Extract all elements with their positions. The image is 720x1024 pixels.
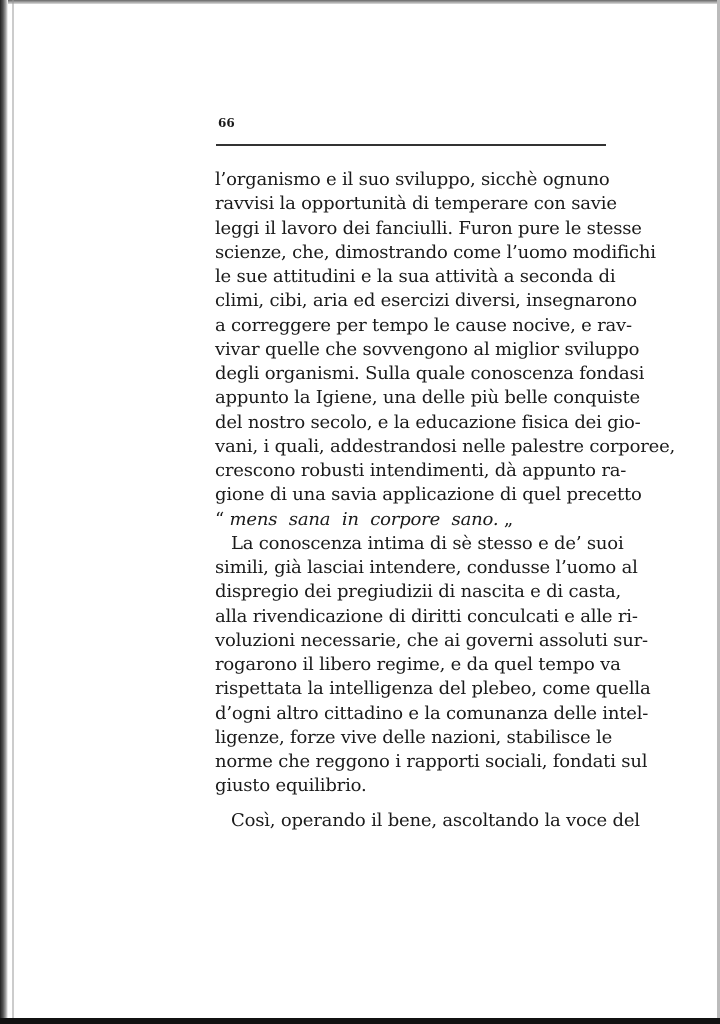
text-line: a correggere per tempo le cause nocive, e rav- — [215, 314, 632, 336]
text-line: alla rivendicazione di diritti conculcati e alle ri- — [215, 605, 638, 627]
text-line: d’ogni altro cittadino e la comunanza delle intel- — [215, 702, 649, 724]
text-line: rogarono il libero regime, e da quel tempo va — [215, 654, 621, 675]
scan-left-shadow — [12, 0, 14, 1024]
text-line: vivar quelle che sovvengono al miglior sviluppo — [215, 338, 640, 360]
text-line: l’organismo e il suo sviluppo, sicchè ognuno — [215, 169, 610, 190]
text-line: “ mens sana in corpore sano. „ — [215, 508, 514, 530]
text-line: crescono robusti intendimenti, dà appunto ra- — [215, 460, 627, 481]
text-line: ligenze, forze vive delle nazioni, stabilisce le — [215, 726, 613, 748]
scan-bottom-edge — [0, 1018, 720, 1024]
scan-left-edge — [0, 0, 8, 1024]
text-line: degli organismi. Sulla quale conoscenza fondasi — [215, 363, 645, 384]
page-number: 66 — [218, 116, 235, 130]
text-line: le sue attitudini e la sua attività a seconda di — [215, 266, 616, 287]
header-rule — [216, 144, 606, 146]
text-line: rispettata la intelligenza del plebeo, come quella — [215, 678, 651, 700]
latin-motto: mens sana in corpore sano. — [229, 508, 499, 530]
scan-top-edge — [0, 0, 720, 4]
text-line: La conoscenza intima di sè stesso e de’ suoi — [231, 532, 624, 554]
text-line: norme che reggono i rapporti sociali, fondati sul — [215, 751, 648, 772]
text-line: giusto equilibrio. — [215, 775, 367, 797]
text-line: vani, i quali, addestrandosi nelle palestre corporee, — [215, 435, 676, 457]
text-line: ravvisi la opportunità di temperare con savie — [215, 193, 617, 215]
text-line: appunto la Igiene, una delle più belle conquiste — [215, 387, 640, 409]
text-line: climi, cibi, aria ed esercizi diversi, insegnarono — [215, 290, 637, 312]
text-line: voluzioni necessarie, che ai governi assoluti sur- — [215, 629, 648, 651]
text-line: del nostro secolo, e la educazione fisica dei gio- — [215, 411, 641, 433]
body-text — [215, 168, 676, 833]
text-line: simili, già lasciai intendere, condusse l’uomo al — [215, 557, 638, 578]
text-line: Così, operando il bene, ascoltando la voce del — [231, 809, 640, 831]
text-line: scienze, che, dimostrando come l’uomo modifichi — [215, 241, 656, 263]
text-line: leggi il lavoro dei fanciulli. Furon pure le stesse — [215, 217, 642, 239]
text-line: gione di una savia applicazione di quel precetto — [215, 484, 642, 506]
text-line: dispregio dei pregiudizii di nascita e di casta, — [215, 581, 622, 603]
